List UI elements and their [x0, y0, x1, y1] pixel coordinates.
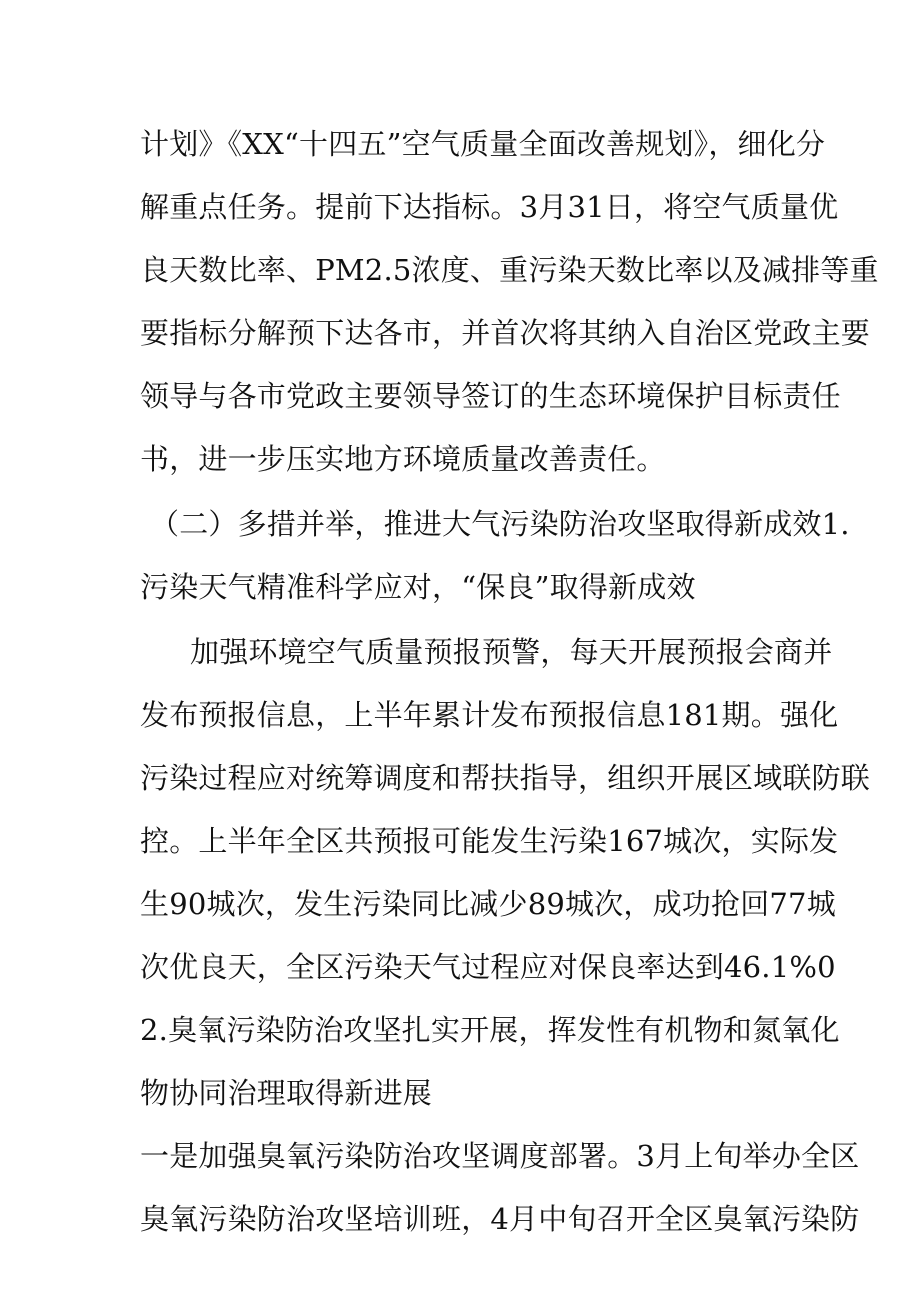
- text-line-1: 计划》《XX“十四五”空气质量全面改善规划》，细化分: [140, 127, 826, 161]
- text-line-13: 生90城次，发生污染同比减少89城次，成功抢回77城: [140, 887, 836, 921]
- subheading-line-2: 物协同治理取得新进展: [140, 1076, 433, 1110]
- text-line-14: 次优良天，全区污染天气过程应对保良率达到46.1%0: [140, 950, 836, 984]
- text-line-5: 领导与各市党政主要领导签订的生态环境保护目标责任: [140, 379, 841, 413]
- subheading-line-1: 2.臭氧污染防治攻坚扎实开展，挥发性有机物和氮氧化: [140, 1013, 840, 1047]
- text-line-17: 一是加强臭氧污染防治攻坚调度部署。3月上旬举办全区: [140, 1139, 860, 1173]
- text-line-3: 良天数比率、PM2.5浓度、重污染天数比率以及减排等重: [140, 253, 879, 287]
- text-line-9: 加强环境空气质量预报预警，每天开展预报会商并: [190, 635, 833, 669]
- text-line-12: 控。上半年全区共预报可能发生污染167城次，实际发: [140, 824, 839, 858]
- text-line-6: 书，进一步压实地方环境质量改善责任。: [140, 442, 666, 476]
- text-line-2: 解重点任务。提前下达指标。3月31日，将空气质量优: [140, 190, 839, 224]
- text-line-4: 要指标分解预下达各市，并首次将其纳入自治区党政主要: [140, 316, 871, 350]
- text-line-10: 发布预报信息，上半年累计发布预报信息181期。强化: [140, 698, 839, 732]
- section-heading-line-1: （二）多措并举，推进大气污染防治攻坚取得新成效1.: [150, 507, 850, 541]
- text-line-11: 污染过程应对统筹调度和帮扶指导，组织开展区域联防联: [140, 761, 871, 795]
- text-line-18: 臭氧污染防治攻坚培训班，4月中旬召开全区臭氧污染防: [140, 1202, 860, 1236]
- section-heading-line-2: 污染天气精准科学应对，“保良”取得新成效: [140, 570, 696, 604]
